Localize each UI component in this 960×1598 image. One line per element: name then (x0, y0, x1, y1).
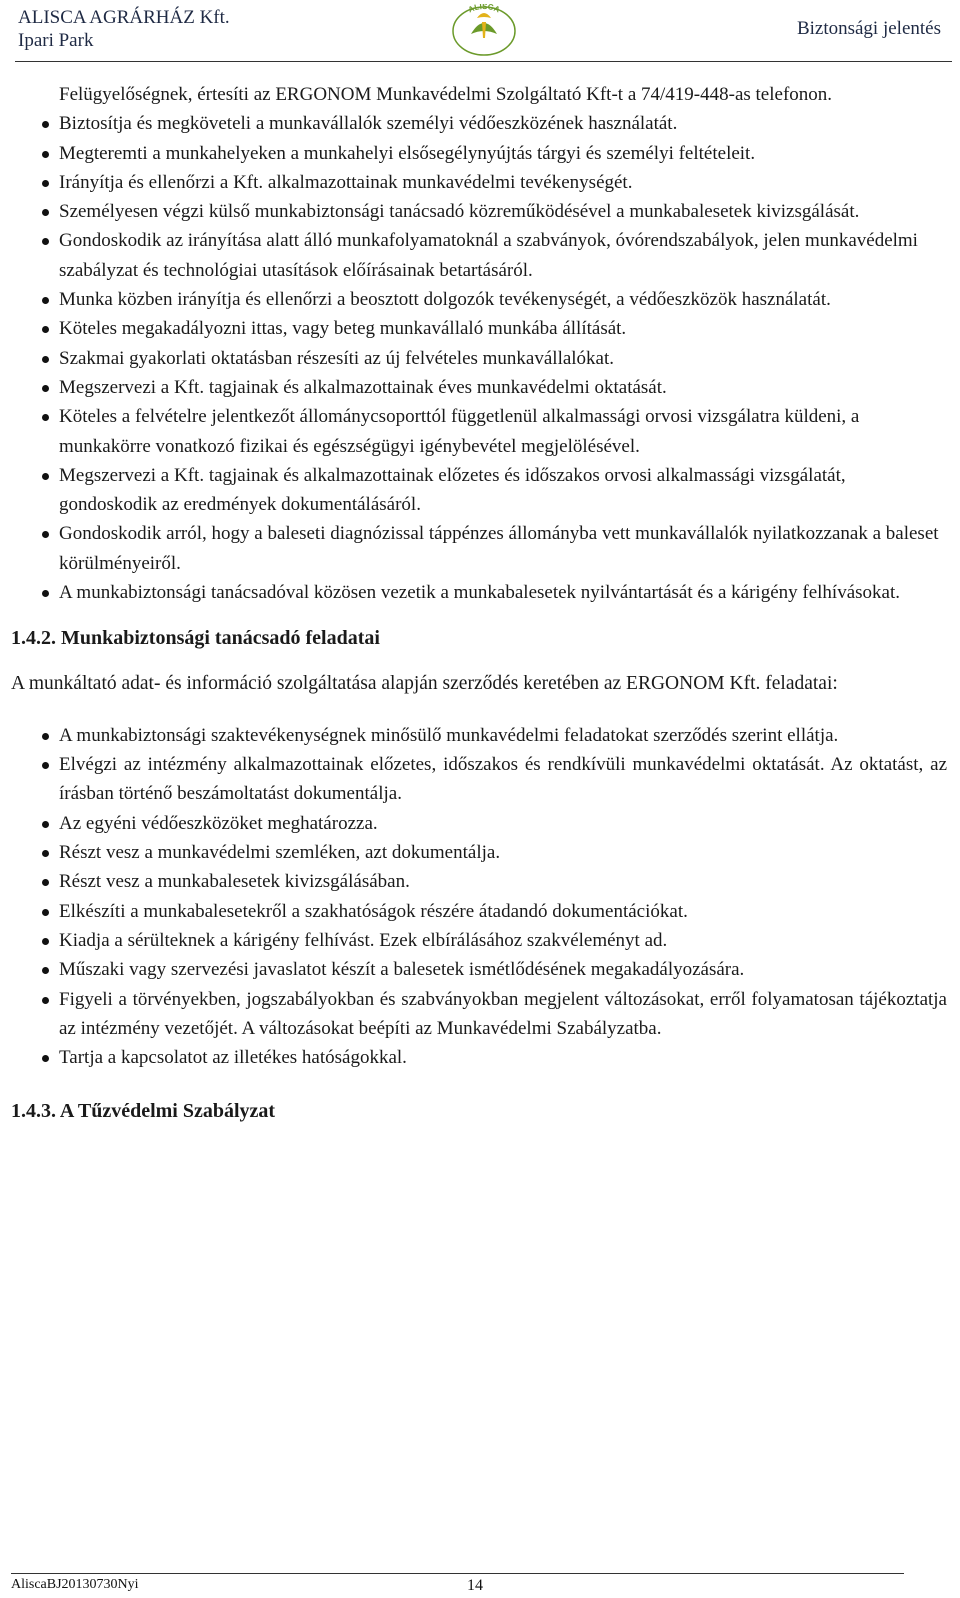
page-header (0, 0, 960, 64)
list-item: Gondoskodik az irányítása alatt álló munkafolyamatoknál a szabványok, óvórendszabályok, jelen munkavédelmi szabályzat és technológiai utasítások előírásainak betartásáról. (11, 226, 947, 285)
list-item: Műszaki vagy szervezési javaslatot készít a balesetek ismétlődésének megakadályozására. (11, 955, 947, 984)
bullet-icon (42, 967, 49, 974)
section-intro: A munkáltató adat- és információ szolgáltatása alapján szerződés keretében az ERGONOM Kft. feladatai: (11, 673, 838, 695)
footer-divider (11, 1573, 904, 1574)
logo-top-text: ALISCA (466, 4, 502, 15)
section-heading-1-4-3: 1.4.3. A Tűzvédelmi Szabályzat (11, 1100, 276, 1123)
bullet-icon (42, 590, 49, 597)
list1-continuation: Felügyelőségnek, értesíti az ERGONOM Munkavédelmi Szolgáltató Kft-t a 74/419-448-as telefonon. (59, 84, 833, 105)
bullet-icon (42, 1055, 49, 1062)
list-item: Munka közben irányítja és ellenőrzi a beosztott dolgozók tevékenységét, a védőeszközök használatát. (11, 285, 947, 314)
bullet-icon (42, 531, 49, 538)
list-item: Részt vesz a munkabalesetek kivizsgálásában. (11, 867, 947, 896)
bullet-icon (42, 414, 49, 421)
bullet-icon (42, 209, 49, 216)
list-item: Figyeli a törvényekben, jogszabályokban és szabványokban megjelent változásokat, erről folyamatosan tájékoztatja az intézmény vezetőjét. A változásokat beépíti az Munkavédelmi Szabályzatba. (11, 985, 947, 1044)
list-item: Köteles megakadályozni ittas, vagy beteg munkavállaló munkába állítását. (11, 314, 947, 343)
list-item: Irányítja és ellenőrzi a Kft. alkalmazottainak munkavédelmi tevékenységét. (11, 168, 947, 197)
bullet-icon (42, 180, 49, 187)
header-company-name: ALISCA AGRÁRHÁZ Kft. (18, 7, 230, 28)
bullet-icon (42, 909, 49, 916)
list-item: Biztosítja és megköveteli a munkavállalók személyi védőeszközének használatát. (11, 109, 947, 138)
list-item: Megteremti a munkahelyeken a munkahelyi elsősegélynyújtás tárgyi és személyi feltételeit. (11, 139, 947, 168)
list-item: Megszervezi a Kft. tagjainak és alkalmazottainak éves munkavédelmi oktatását. (11, 373, 947, 402)
bullet-icon (42, 151, 49, 158)
alisca-agrarhaz-logo (449, 4, 519, 56)
header-divider (15, 61, 952, 62)
list-item: Az egyéni védőeszközöket meghatározza. (11, 809, 947, 838)
header-location: Ipari Park (18, 30, 94, 51)
section-heading-1-4-2: 1.4.2. Munkabiztonsági tanácsadó feladatai (11, 627, 380, 650)
bullet-icon (42, 879, 49, 886)
list-item: Szakmai gyakorlati oktatásban részesíti az új felvételes munkavállalókat. (11, 344, 947, 373)
document-body (11, 80, 947, 1126)
bullet-icon (42, 238, 49, 245)
header-doc-title: Biztonsági jelentés (796, 18, 941, 39)
bullet-icon (42, 297, 49, 304)
footer-doc-id: AliscaBJ20130730Nyi (11, 1577, 139, 1592)
bullet-icon (42, 762, 49, 769)
list-item: A munkabiztonsági szaktevékenységnek minősülő munkavédelmi feladatokat szerződés szerint ellátja. (11, 721, 947, 750)
list-item: Tartja a kapcsolatot az illetékes hatóságokkal. (11, 1043, 947, 1072)
page-number: 14 (467, 1577, 483, 1594)
bullet-icon (42, 997, 49, 1004)
list-item: A munkabiztonsági tanácsadóval közösen vezetik a munkabalesetek nyilvántartását és a kárigény felhívásokat. (11, 578, 947, 607)
bullet-icon (42, 326, 49, 333)
list-item: Elvégzi az intézmény alkalmazottainak előzetes, időszakos és rendkívüli munkavédelmi oktatását. Az oktatást, az írásban történő beszámoltatást dokumentálja. (11, 750, 947, 809)
bullet-icon (42, 356, 49, 363)
list2 (11, 721, 947, 1073)
bullet-icon (42, 473, 49, 480)
bullet-icon (42, 121, 49, 128)
list-item: Megszervezi a Kft. tagjainak és alkalmazottainak előzetes és időszakos orvosi alkalmassági vizsgálatát, gondoskodik az eredmények dokumentálásáról. (11, 461, 947, 520)
list-item: Kiadja a sérülteknek a kárigény felhívást. Ezek elbírálásához szakvéleményt ad. (11, 926, 947, 955)
list1 (11, 109, 947, 607)
bullet-icon (42, 938, 49, 945)
bullet-icon (42, 821, 49, 828)
header-company-block (18, 6, 230, 52)
list-item: Személyesen végzi külső munkabiztonsági tanácsadó közreműködésével a munkabalesetek kivizsgálását. (11, 197, 947, 226)
bullet-icon (42, 850, 49, 857)
bullet-icon (42, 733, 49, 740)
list-item: Köteles a felvételre jelentkezőt állománycsoporttól függetlenül alkalmassági orvosi vizsgálatra küldeni, a munkakörre vonatkozó fizikai és egészségügyi igénybevétel megjelölésével. (11, 402, 947, 461)
list-item: Gondoskodik arról, hogy a baleseti diagnózissal táppénzes állományba vett munkavállalók nyilatkozzanak a baleset körülményeiről. (11, 519, 947, 578)
list-item: Részt vesz a munkavédelmi szemléken, azt dokumentálja. (11, 838, 947, 867)
bullet-icon (42, 385, 49, 392)
list-item: Elkészíti a munkabalesetekről a szakhatóságok részére átadandó dokumentációkat. (11, 897, 947, 926)
